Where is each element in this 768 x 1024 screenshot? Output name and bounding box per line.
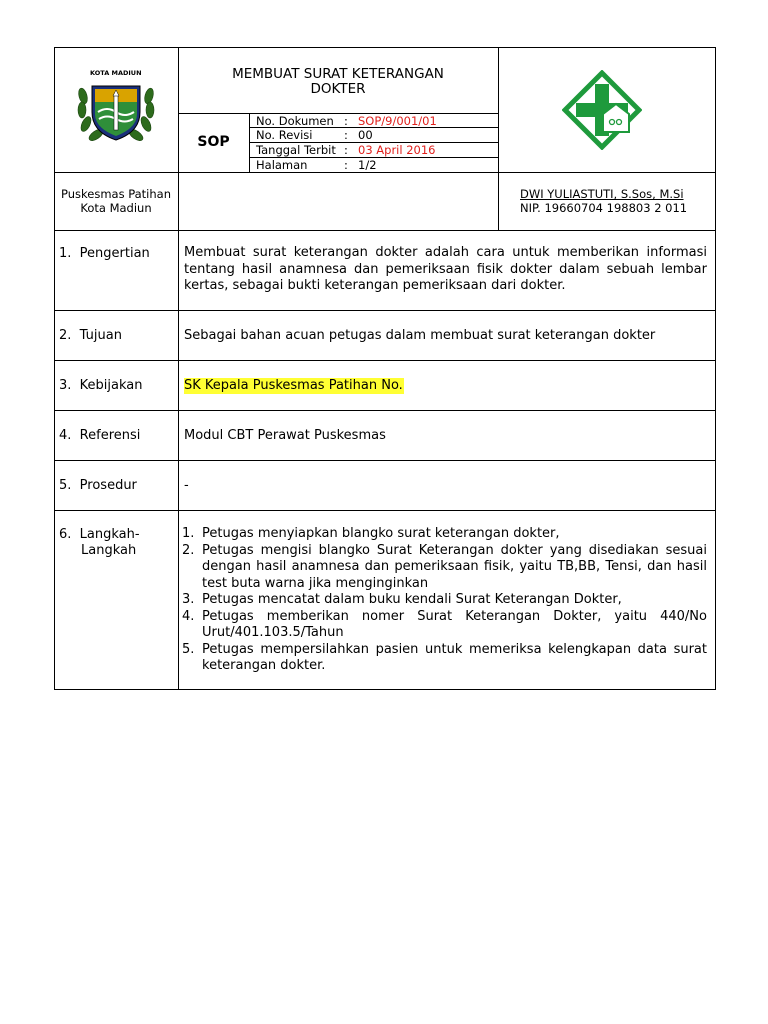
- section-label-langkah-line2: Langkah: [81, 543, 137, 558]
- meta-colon: :: [344, 143, 348, 157]
- step-number: 3.: [182, 592, 195, 607]
- meta-label-revisi: No. Revisi: [256, 128, 313, 142]
- logo-label: KOTA MADIUN: [90, 69, 142, 77]
- meta-label-dokumen: No. Dokumen: [256, 114, 334, 128]
- step-item: [182, 642, 707, 675]
- meta-colon: :: [344, 158, 348, 172]
- org-name-line2: Kota Madiun: [80, 201, 152, 215]
- step-item: [182, 526, 707, 543]
- section-text-referensi: Modul CBT Perawat Puskesmas: [184, 428, 386, 443]
- health-cross-icon: [562, 70, 642, 150]
- step-number: 4.: [182, 608, 195, 624]
- signer-nip: NIP. 19660704 198803 2 011: [520, 201, 688, 215]
- step-number: 2.: [182, 542, 195, 558]
- meta-colon: :: [344, 114, 348, 128]
- step-text: Petugas mempersilahkan pasien untuk memeriksa kelengkapan data surat keterangan dokter.: [202, 641, 707, 673]
- step-item: [182, 609, 707, 642]
- meta-value-tanggal: 03 April 2016: [358, 143, 436, 157]
- meta-value-revisi: 00: [358, 128, 373, 142]
- sop-label: SOP: [197, 134, 230, 150]
- step-text: Petugas mengisi blangko Surat Keterangan dokter yang disediakan sesuai dengan hasil anamnesa dan pemeriksaan fisik, yaitu TB,BB, Tensi, dan hasil test buta warna jika menginginkan: [202, 542, 707, 591]
- section-label-referensi: 4. Referensi: [59, 428, 141, 443]
- section-text-prosedur: -: [184, 478, 189, 493]
- section-label-prosedur: 5. Prosedur: [59, 478, 137, 493]
- meta-value-dokumen: SOP/9/001/01: [358, 114, 437, 128]
- city-emblem-icon: [74, 72, 158, 146]
- step-text: Petugas menyiapkan blangko surat keterangan dokter,: [202, 526, 560, 541]
- section-label-langkah: 6. Langkah-: [59, 527, 140, 542]
- step-item: [182, 592, 707, 609]
- puskesmas-logo: [562, 70, 642, 150]
- document-title-line1: MEMBUAT SURAT KETERANGAN: [232, 66, 444, 82]
- signer-name: DWI YULIASTUTI, S.Sos, M.Si: [520, 187, 684, 201]
- step-number: 1.: [182, 526, 195, 541]
- kota-madiun-logo: [74, 72, 158, 146]
- section-text-pengertian: Membuat surat keterangan dokter adalah cara untuk memberikan informasi tentang hasil anamnesa dan pemeriksaan fisik dokter dalam sebuah lembar kertas, sebagai bukti keterangan pemeriksaan dari dokter.: [184, 245, 707, 293]
- step-text: Petugas memberikan nomer Surat Keterangan Dokter, yaitu 440/No Urut/401.103.5/Tahun: [202, 608, 707, 640]
- meta-label-tanggal: Tanggal Terbit: [256, 143, 336, 157]
- document-title-line2: DOKTER: [310, 81, 366, 97]
- org-name-line1: Puskesmas Patihan: [60, 187, 172, 201]
- section-label-pengertian: 1. Pengertian: [59, 246, 150, 261]
- section-text-kebijakan: SK Kepala Puskesmas Patihan No.: [184, 378, 403, 393]
- step-number: 5.: [182, 641, 195, 657]
- section-label-kebijakan: 3. Kebijakan: [59, 378, 143, 393]
- meta-label-halaman: Halaman: [256, 158, 308, 172]
- section-text-tujuan: Sebagai bahan acuan petugas dalam membuat surat keterangan dokter: [184, 328, 656, 343]
- steps-list: [182, 526, 707, 675]
- section-label-tujuan: 2. Tujuan: [59, 328, 122, 343]
- meta-value-halaman: 1/2: [358, 158, 377, 172]
- step-text: Petugas mencatat dalam buku kendali Surat Keterangan Dokter,: [202, 592, 622, 607]
- step-item: [182, 543, 707, 593]
- meta-colon: :: [344, 128, 348, 142]
